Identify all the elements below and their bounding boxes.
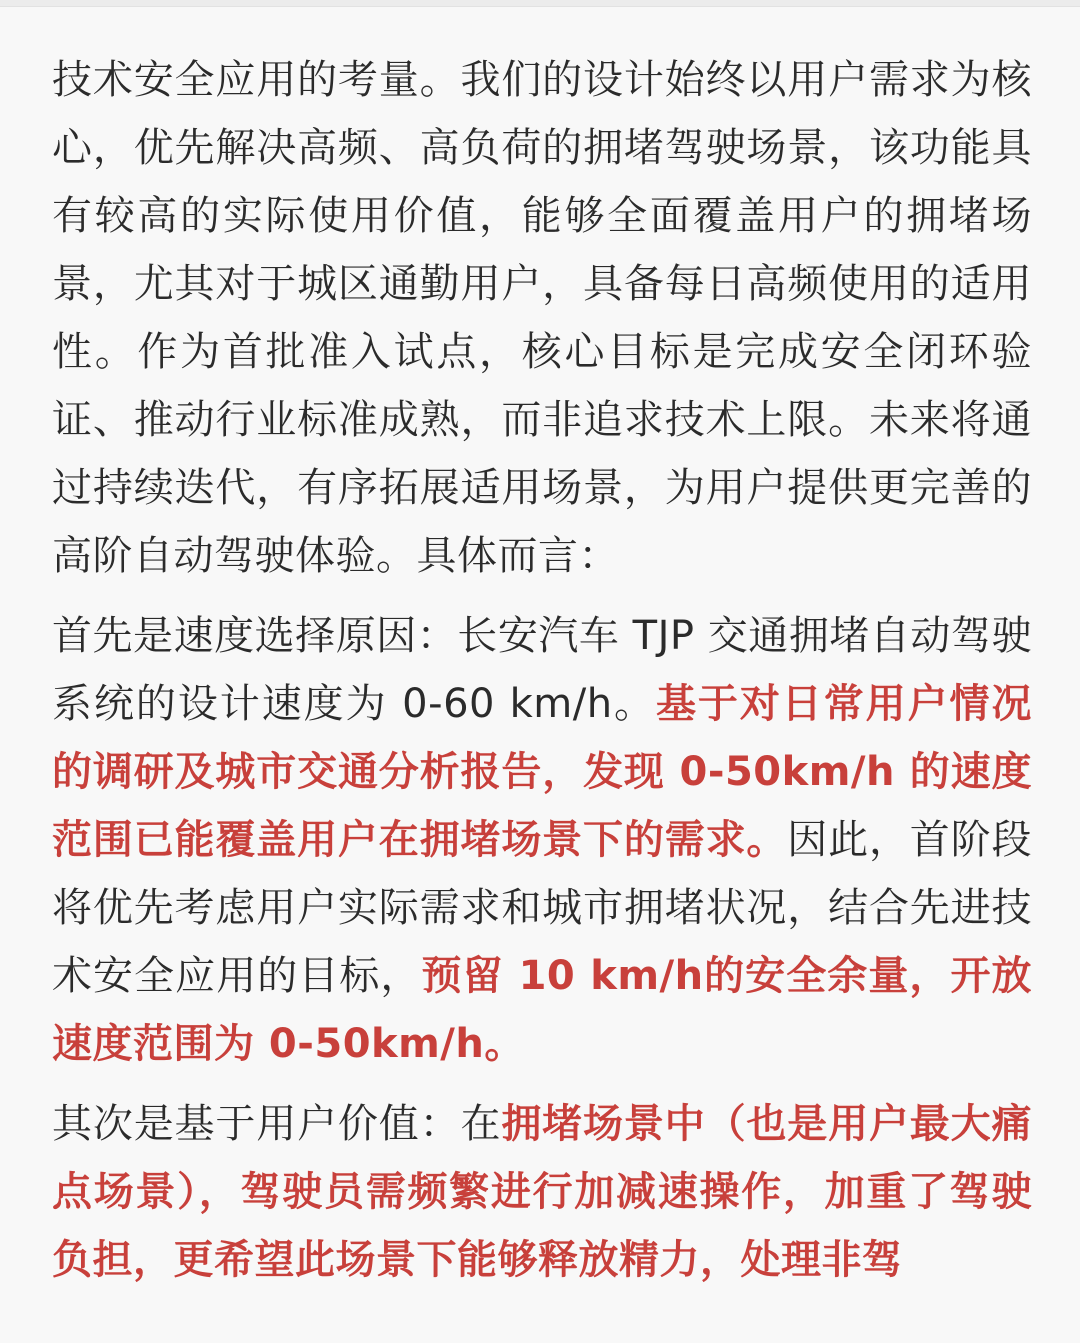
highlighted-text: 拥堵场景中（也是用户最大痛点场景），驾驶员需频繁进行加减速操作，加重了驾驶负担，更希望此场景下能够释放精力，处理非驾 [52, 1101, 1033, 1283]
paragraph-text: 因此，首阶段将优先考虑用户实际需求和城市拥堵状况，结合先进技术安全应用的目标， [52, 817, 1033, 999]
highlighted-text: 预留 10 km/h的安全余量，开放速度范围为 0-50km/h。 [52, 953, 1033, 1067]
article-body [52, 46, 1032, 1294]
paragraph-intro [52, 46, 1032, 590]
top-divider [0, 0, 1080, 7]
paragraph-speed-choice [52, 602, 1032, 1078]
highlighted-text: 基于对日常用户情况的调研及城市交通分析报告，发现 0-50km/h 的速度范围已能覆盖用户在拥堵场景下的需求。 [52, 681, 1032, 863]
paragraph-text: 首先是速度选择原因：长安汽车 TJP 交通拥堵自动驾驶系统的设计速度为 0-60 km/h。 [52, 613, 1032, 727]
paragraph-text: 其次是基于用户价值：在 [52, 1101, 502, 1147]
paragraph-user-value [52, 1090, 1032, 1294]
paragraph-text: 技术安全应用的考量。我们的设计始终以用户需求为核心，优先解决高频、高负荷的拥堵驾驶场景，该功能具有较高的实际使用价值，能够全面覆盖用户的拥堵场景，尤其对于城区通勤用户，具备每日高频使用的适用性。作为首批准入试点，核心目标是完成安全闭环验证、推动行业标准成熟，而非追求技术上限。未来将通过持续迭代，有序拓展适用场景，为用户提供更完善的高阶自动驾驶体验。具体而言： [52, 57, 1032, 579]
